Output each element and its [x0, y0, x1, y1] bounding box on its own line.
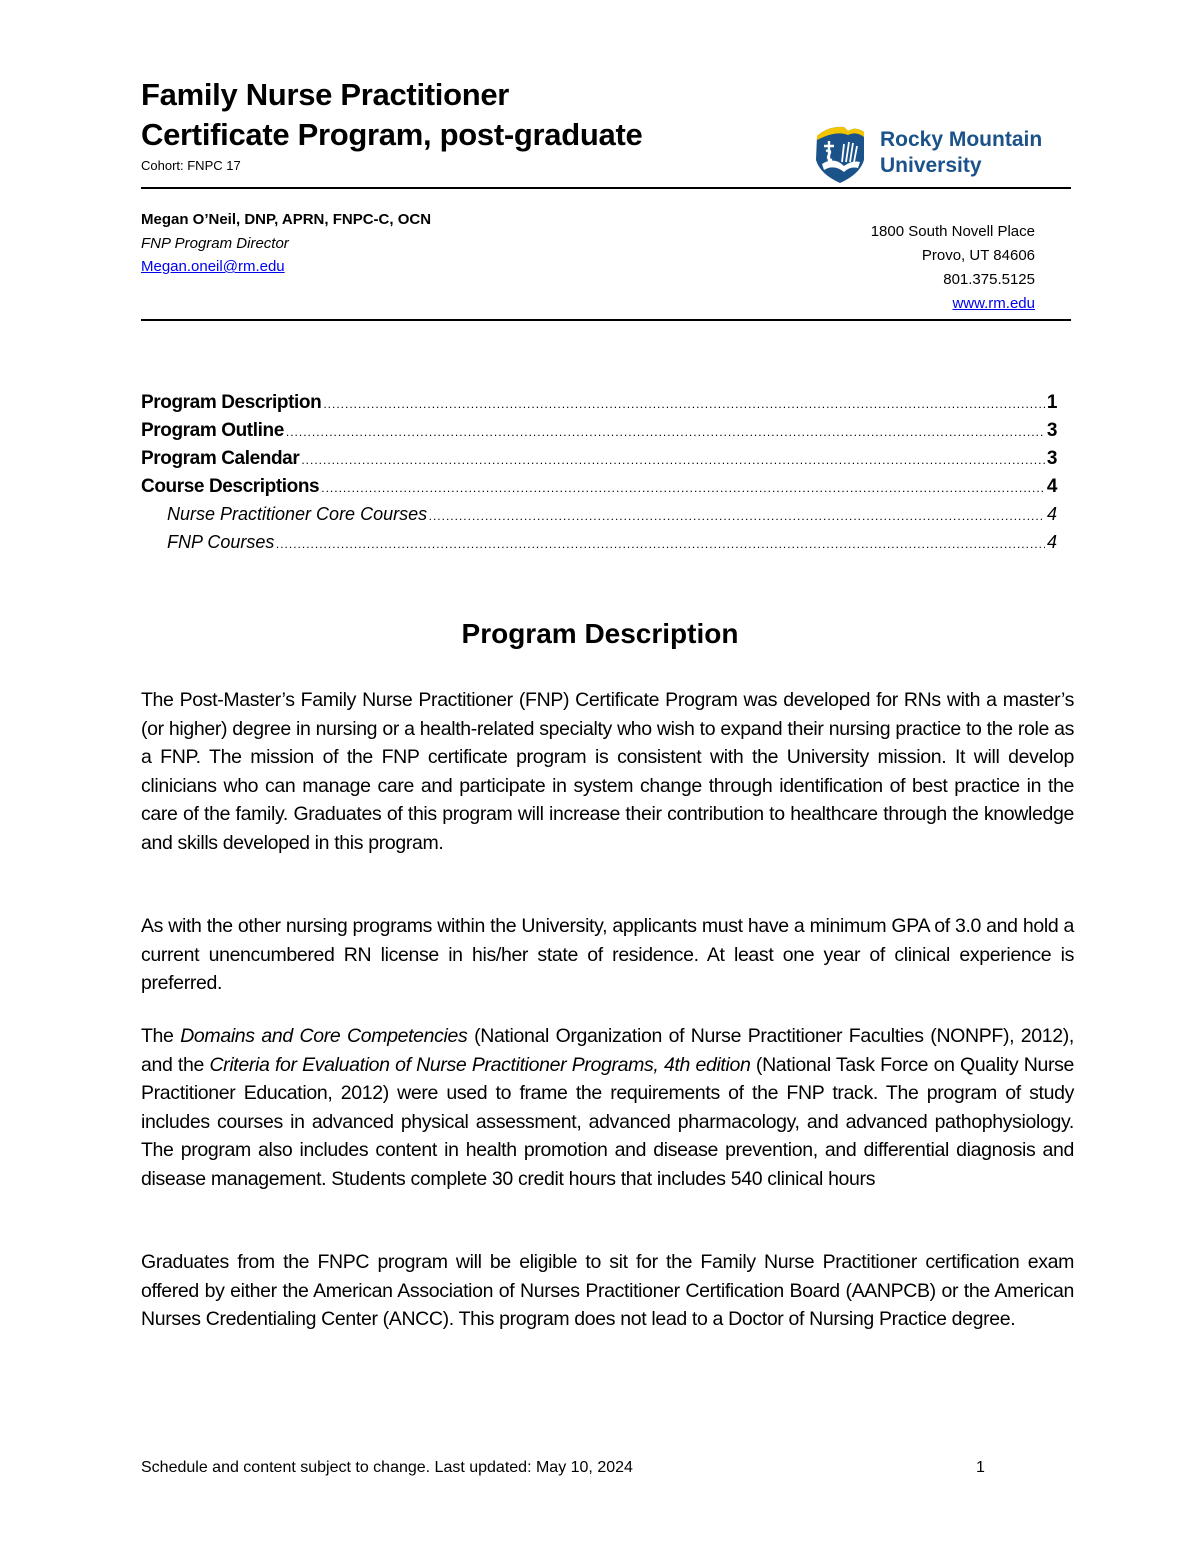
toc-entry-label: Nurse Practitioner Core Courses: [167, 504, 428, 524]
toc-entry-label: Program Calendar: [141, 448, 300, 469]
document-title-line2: Certificate Program, post-graduate: [141, 117, 643, 152]
address-block: [871, 220, 1035, 316]
website-link[interactable]: www.rm.edu: [952, 295, 1035, 312]
text-run: (National Task Force on Quality Nurse Practitioner Education, 2012) were used to frame the requirements of the FNP track. The program of study includes courses in advanced physical assessment, advanced pharmacology, and advanced pathophysiology. The program also includes content in health promotion and disease prevention, and differential diagnosis and disease management. Students complete 30 credit hours that includes 540 clinical hours: [141, 1053, 1075, 1190]
toc-leader-dots: [323, 397, 1044, 411]
toc-entry[interactable]: [141, 448, 1057, 476]
toc-leader-dots: [276, 537, 1045, 551]
toc-entry-page: 1: [1046, 392, 1057, 413]
text-run: (National Organization of Nurse Practitioner Faculties (NONPF), 2012), and the: [141, 1025, 1074, 1076]
toc-leader-dots: [321, 481, 1045, 495]
paragraph-admission: As with the other nursing programs within the University, applicants must have a minimum GPA of 3.0 and hold a current unencumbered RN license in his/her state of residence. At least one year of clinical experience is preferred.: [141, 915, 1074, 994]
address-street: 1800 South Novell Place: [870, 223, 1035, 240]
toc-entry-page: 4: [1046, 532, 1057, 552]
toc-entry-label: FNP Courses: [167, 532, 275, 552]
toc-entry-page: 3: [1046, 448, 1057, 469]
director-name: Megan O’Neil, DNP, APRN, FNPC-C, OCN: [141, 211, 432, 228]
toc-leader-dots: [429, 509, 1045, 523]
italic-reference: Domains and Core Competencies: [180, 1025, 468, 1047]
cohort-label: Cohort: FNPC 17: [141, 158, 241, 173]
toc-entry-label: Program Description: [141, 392, 322, 413]
toc-entry-page: 3: [1046, 420, 1057, 441]
text-run: The: [141, 1025, 181, 1047]
toc-entry[interactable]: [141, 476, 1057, 504]
document-title-line1: Family Nurse Practitioner: [141, 77, 510, 112]
paragraph-overview: The Post-Master’s Family Nurse Practitioner (FNP) Certificate Program was developed for RNs with a master’s (or higher) degree in nursing or a health-related specialty who wish to expand their nursing practice to the role as a FNP. The mission of the FNP certificate program is consistent with the University mission. It will develop clinicians who can manage care and participate in system change through identification of best practice in the care of the family. Graduates of this program will increase their contribution to healthcare through the knowledge and skills developed in this program.: [141, 689, 1074, 854]
university-logo-text: [880, 127, 1042, 179]
table-of-contents: [141, 392, 1057, 560]
italic-reference: Criteria for Evaluation of Nurse Practitioner Programs, 4th edition: [209, 1053, 751, 1076]
paragraph-certification: Graduates from the FNPC program will be eligible to sit for the Family Nurse Practitioner certification exam offered by either the American Association of Nurses Practitioner Certification Board (AANPCB) or the American Nurses Credentialing Center (ANCC). This program does not lead to a Doctor of Nursing Practice degree.: [141, 1251, 1074, 1330]
address-city: Provo, UT 84606: [921, 247, 1035, 264]
section-heading: Program Description: [461, 618, 739, 649]
toc-entry-page: 4: [1046, 504, 1057, 524]
toc-entry-label: Program Outline: [141, 420, 284, 441]
logo-text-line2: University: [880, 154, 982, 177]
toc-subentry[interactable]: [141, 532, 1057, 560]
toc-entry-label: Course Descriptions: [141, 476, 320, 497]
phone-number: 801.375.5125: [943, 271, 1035, 288]
university-shield-logo-icon: [814, 122, 866, 184]
director-email-link[interactable]: Megan.oneil@rm.edu: [141, 258, 285, 275]
contact-divider: [141, 319, 1071, 321]
toc-entry[interactable]: [141, 392, 1057, 420]
toc-entry-page: 4: [1046, 476, 1057, 497]
logo-text-line1: Rocky Mountain: [880, 128, 1043, 151]
footer-note: Schedule and content subject to change. Last updated: May 10, 2024: [141, 1459, 633, 1476]
toc-leader-dots: [301, 453, 1045, 467]
director-title: FNP Program Director: [141, 235, 289, 252]
toc-subentry[interactable]: [141, 504, 1057, 532]
paragraph-curriculum: [141, 1022, 1074, 1193]
toc-entry[interactable]: [141, 420, 1057, 448]
toc-leader-dots: [286, 425, 1045, 439]
page-number: 1: [976, 1459, 985, 1476]
header-divider: [141, 187, 1071, 189]
